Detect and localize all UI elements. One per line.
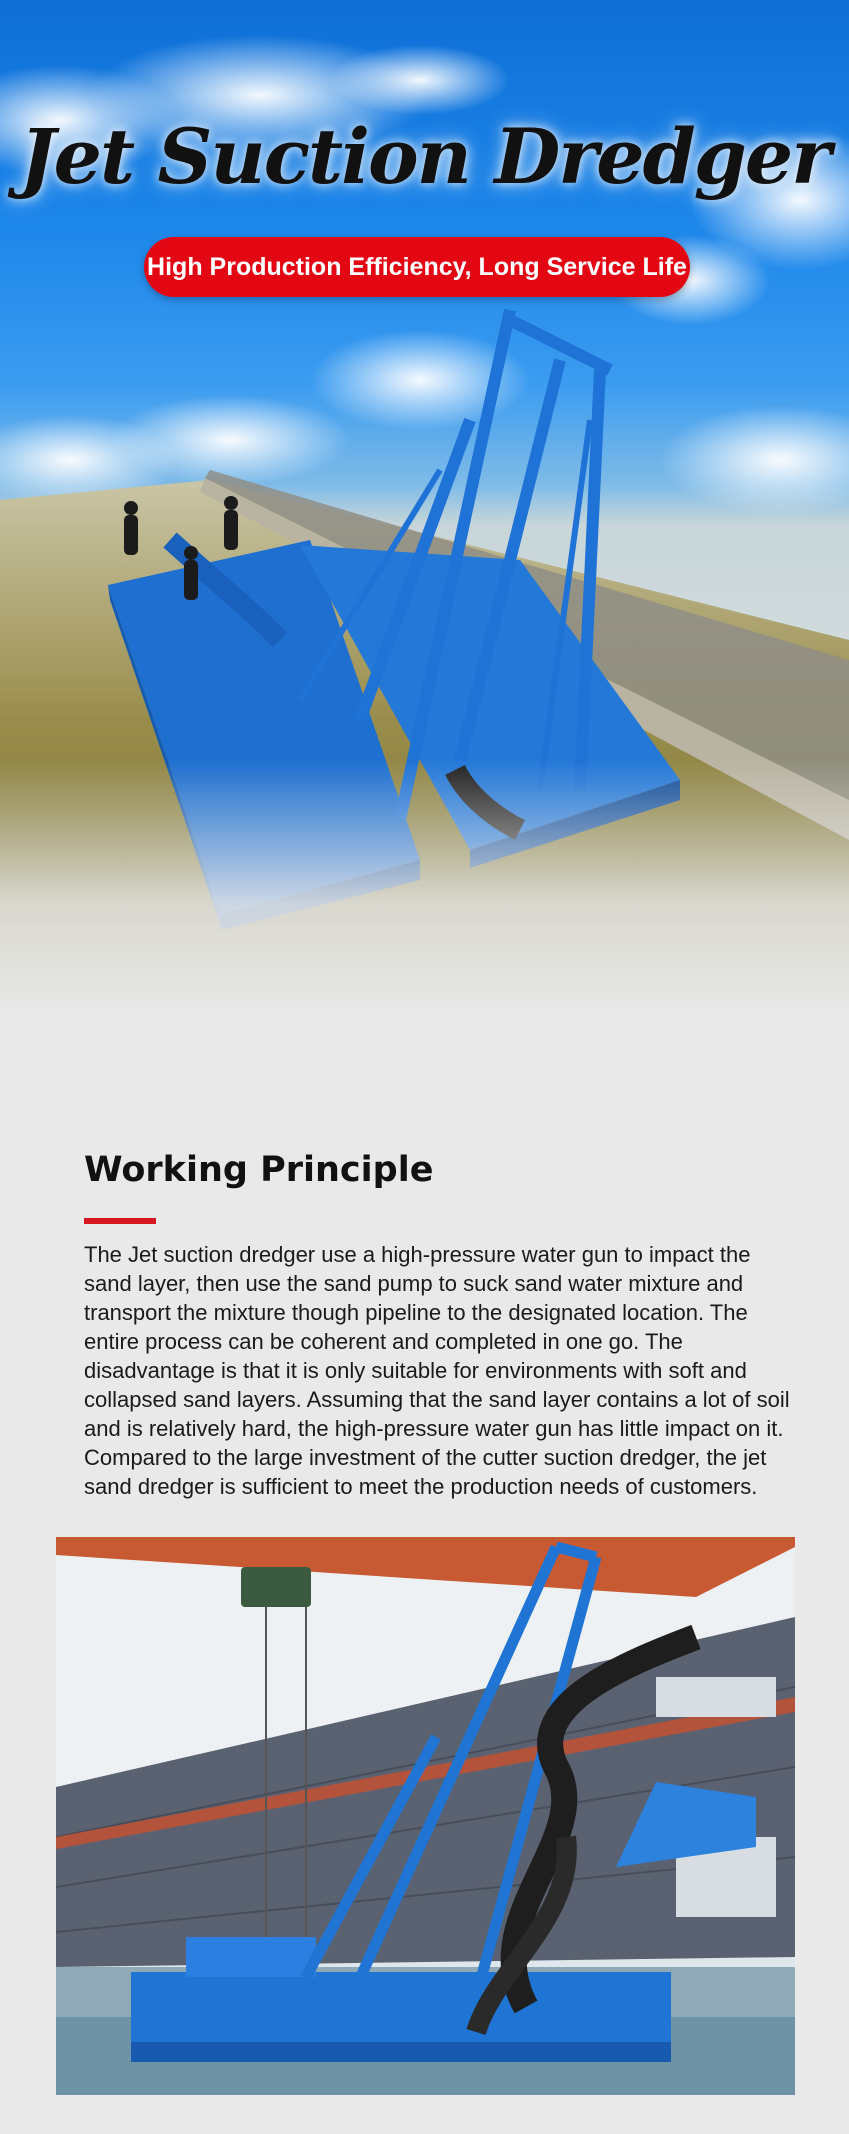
factory-photo	[56, 1537, 795, 2095]
factory-photo-illustration	[56, 1537, 795, 2095]
hero-tagline-badge: High Production Efficiency, Long Service Life	[144, 237, 690, 297]
hero-title: Jet Suction Dredger	[19, 112, 830, 201]
principle-paragraph: The Jet suction dredger use a high-pressure water gun to impact the sand layer, then use the sand pump to suck sand water mixture and transport the mixture though pipeline to the designated location. The entire process can be coherent and completed in one go. The disadvantage is that it is only suitable for environments with soft and collapsed sand layers. Assuming that the sand layer contains a lot of soil and is relatively hard, the high-pressure water gun has little impact on it. Compared to the large investment of the cutter suction dredger, the jet sand dredger is sufficient to meet the production needs of customers.	[84, 1242, 790, 1499]
hero-fade	[0, 760, 849, 1010]
section-heading: Working Principle	[84, 1150, 434, 1190]
heading-underline	[84, 1218, 156, 1224]
hero-banner	[0, 0, 849, 1010]
